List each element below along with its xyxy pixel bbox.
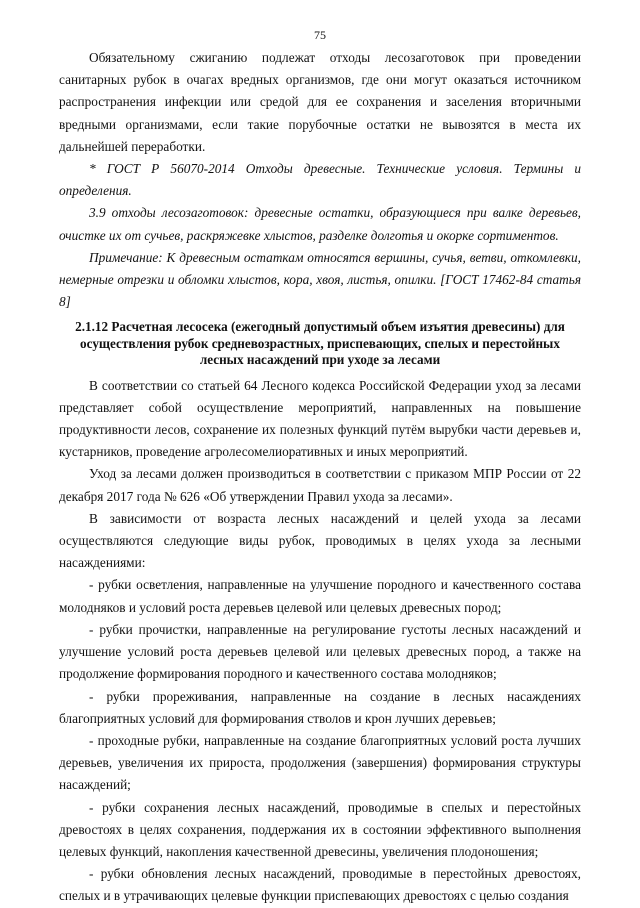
list-item-cleaning: - рубки прочистки, направленные на регулирование густоты лесных насаждений и улучшение условий роста деревьев целевой или целевых древесных пород, а также на продолжение формирования породного и качественного состава молодняков; — [59, 621, 581, 682]
paragraph-felling-types-intro: В зависимости от возраста лесных насаждений и целей ухода за лесами осуществляются следующие виды рубок, проводимых в целях ухода за лесными насаждениями: — [59, 510, 581, 571]
definition-logging-waste: 3.9 отходы лесозаготовок: древесные остатки, образующиеся при валке деревьев, очистке их от сучьев, раскряжевке хлыстов, разделке долготья и окорке сортиментов. — [59, 205, 581, 243]
list-item-passage-felling: - проходные рубки, направленные на создание благоприятных условий роста лучших деревьев, увеличения их прироста, продолжения (завершения) формирования структуры насаждений; — [59, 732, 581, 793]
gost-reference: * ГОСТ Р 56070-2014 Отходы древесные. Технические условия. Термины и определения. — [59, 161, 581, 199]
paragraph-forest-code: В соответствии со статьей 64 Лесного кодекса Российской Федерации уход за лесами представляет собой осуществление мероприятий, направленных на повышение продуктивности лесов, сохранение их полезных функций путём вырубки части деревьев и, кустарников, проведение агролесомелиоративных и иных мероприятий. — [59, 377, 581, 460]
list-item-renewal-felling: - рубки обновления лесных насаждений, проводимые в перестойных древостоях, спелых и в утрачивающих целевые функции приспевающих древостоях с целью создания — [59, 866, 581, 904]
page-content — [59, 47, 581, 908]
list-item-preservation-felling: - рубки сохранения лесных насаждений, проводимые в спелых и перестойных древостоях в целях сохранения, поддержания их в состоянии эффективного выполнения целевых функций, накопления качественной древесины, увеличения плодоношения; — [59, 799, 581, 859]
section-heading: 2.1.12 Расчетная лесосека (ежегодный допустимый объем изъятия древесины) для осуществления рубок средневозрастных, приспевающих, спелых и перестойных лесных насаждений при уходе за лесами — [75, 319, 565, 368]
list-item-thinning: - рубки прореживания, направленные на создание в лесных насаждениях благоприятных условий для формирования стволов и крон лучших деревьев; — [59, 688, 581, 726]
page-number: 75 — [314, 28, 326, 42]
list-item-clearing: - рубки осветления, направленные на улучшение породного и качественного состава молодняков и условий роста деревьев целевой или целевых древесных пород; — [59, 577, 581, 615]
paragraph-mpr-order: Уход за лесами должен производиться в соответствии с приказом МПР России от 22 декабря 2017 года № 626 «Об утверждении Правил ухода за лесами». — [59, 466, 581, 504]
note-wood-residues: Примечание: К древесным остаткам относятся вершины, сучья, ветви, откомлевки, немерные отрезки и обломки хлыстов, кора, хвоя, листья, опилки. [ГОСТ 17462-84 статья 8] — [59, 249, 581, 310]
paragraph-burning-obligation: Обязательному сжиганию подлежат отходы лесозаготовок при проведении санитарных рубок в очагах вредных организмов, где они могут оказаться источником распространения инфекции или средой для ее сохранения и заселения вторичными вредными организмами, если такие порубочные остатки не вывозятся в места их дальнейшей переработки. — [59, 50, 581, 154]
